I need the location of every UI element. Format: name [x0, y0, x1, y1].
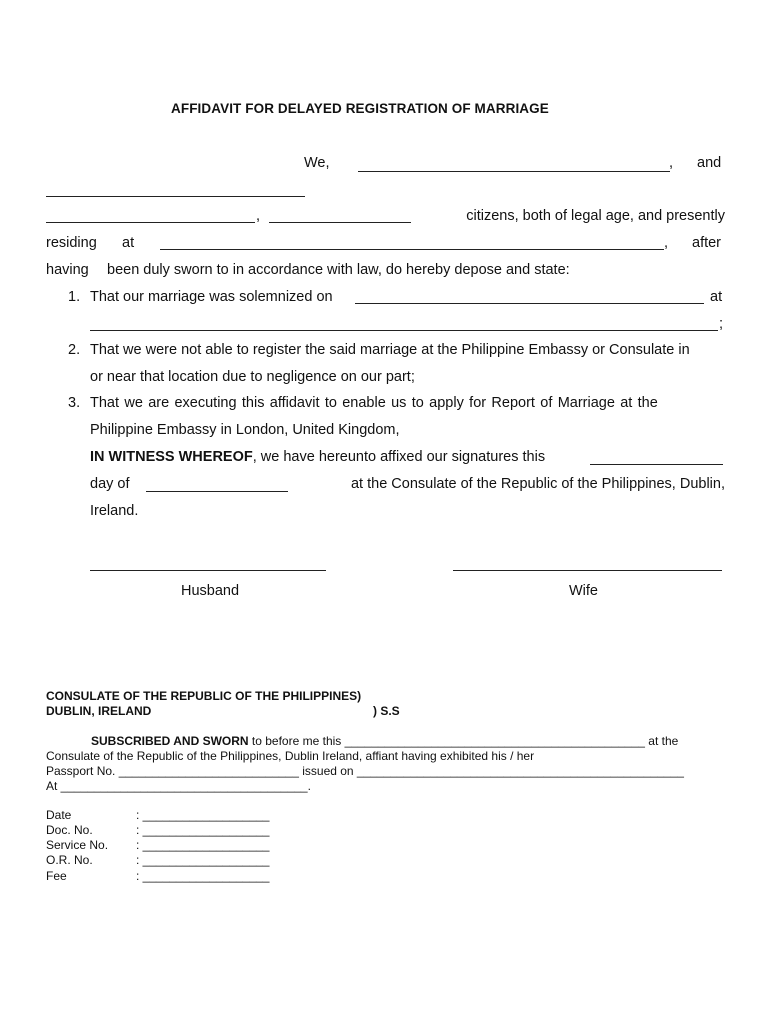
fee-field[interactable]: : ___________________ — [136, 869, 270, 883]
document-title: AFFIDAVIT FOR DELAYED REGISTRATION OF MARRIAGE — [171, 101, 549, 116]
first-spouse-name-field[interactable] — [358, 171, 670, 172]
item-1-semicolon: ; — [719, 316, 724, 332]
citizenship-field-1[interactable] — [46, 222, 255, 223]
doc-no-label: Doc. No. — [46, 823, 93, 837]
wife-signature-line[interactable] — [453, 570, 722, 571]
item-3-line-1: That we are executing this affidavit to enable us to apply for Report of Marriage at the — [90, 395, 658, 411]
citizens-text: citizens, both of legal age, and presently — [466, 208, 725, 224]
we-label: We, — [304, 155, 330, 171]
ss-label: ) S.S — [373, 704, 400, 718]
consulate-header: CONSULATE OF THE REPUBLIC OF THE PHILIPPINES) — [46, 689, 362, 703]
comma-1: , — [669, 155, 674, 171]
residence-field[interactable] — [160, 249, 664, 250]
jurat-line-4: At _____________________________________. — [46, 779, 311, 793]
subscribed-bold: SUBSCRIBED AND SWORN — [91, 734, 249, 748]
residing-label: residing — [46, 235, 97, 251]
witness-line — [90, 449, 545, 465]
or-no-label: O.R. No. — [46, 853, 93, 867]
witness-bold: IN WITNESS WHEREOF — [90, 449, 253, 465]
husband-signature-line[interactable] — [90, 570, 326, 571]
item-2-line-2: or near that location due to negligence on our part; — [90, 369, 415, 385]
jurat-line-2: Consulate of the Republic of the Philippines, Dublin Ireland, affiant having exhibited his / her — [46, 749, 535, 763]
or-no-field[interactable]: : ___________________ — [136, 853, 270, 867]
having-label: having — [46, 262, 89, 278]
jurat-line-1 — [91, 734, 678, 748]
date-label: Date — [46, 808, 72, 822]
at-label: at — [122, 235, 135, 251]
signature-month-field[interactable] — [146, 491, 288, 492]
marriage-place-field[interactable] — [90, 330, 718, 331]
and-label: and — [697, 155, 722, 171]
item-1-at: at — [710, 289, 723, 305]
fee-label: Fee — [46, 869, 67, 883]
after-label: after — [692, 235, 722, 251]
item-2-line-1: That we were not able to register the said marriage at the Philippine Embassy or Consulate in — [90, 342, 690, 358]
sworn-statement: been duly sworn to in accordance with law, do hereby depose and state: — [107, 262, 570, 278]
service-no-field[interactable]: : ___________________ — [136, 838, 270, 852]
witness-text: , we have hereunto affixed our signatures this — [252, 449, 546, 465]
marriage-date-field[interactable] — [355, 303, 704, 304]
service-no-label: Service No. — [46, 838, 109, 852]
item-2-number: 2. — [68, 342, 81, 358]
husband-label: Husband — [181, 583, 240, 599]
ireland-label: Ireland. — [90, 503, 139, 519]
date-field[interactable]: : ___________________ — [136, 808, 270, 822]
item-1-text: That our marriage was solemnized on — [90, 289, 333, 305]
item-3-line-2: Philippine Embassy in London, United Kingdom, — [90, 422, 400, 438]
jurat-line-3: Passport No. ___________________________ issued on _________________________________________________ — [46, 764, 684, 778]
second-spouse-name-field[interactable] — [46, 196, 305, 197]
dublin-header: DUBLIN, IRELAND — [46, 704, 152, 718]
item-1-number: 1. — [68, 289, 81, 305]
signature-day-field[interactable] — [590, 464, 723, 465]
doc-no-field[interactable]: : ___________________ — [136, 823, 270, 837]
item-3-number: 3. — [68, 395, 81, 411]
comma-3: , — [664, 235, 669, 251]
citizenship-field-2[interactable] — [269, 222, 411, 223]
consulate-text: at the Consulate of the Republic of the Philippines, Dublin, — [350, 476, 725, 492]
wife-label: Wife — [569, 583, 598, 599]
comma-2: , — [256, 208, 261, 224]
subscribed-rest: to before me this _____________________________________________ at the — [251, 734, 679, 748]
day-of-label: day of — [90, 476, 130, 492]
